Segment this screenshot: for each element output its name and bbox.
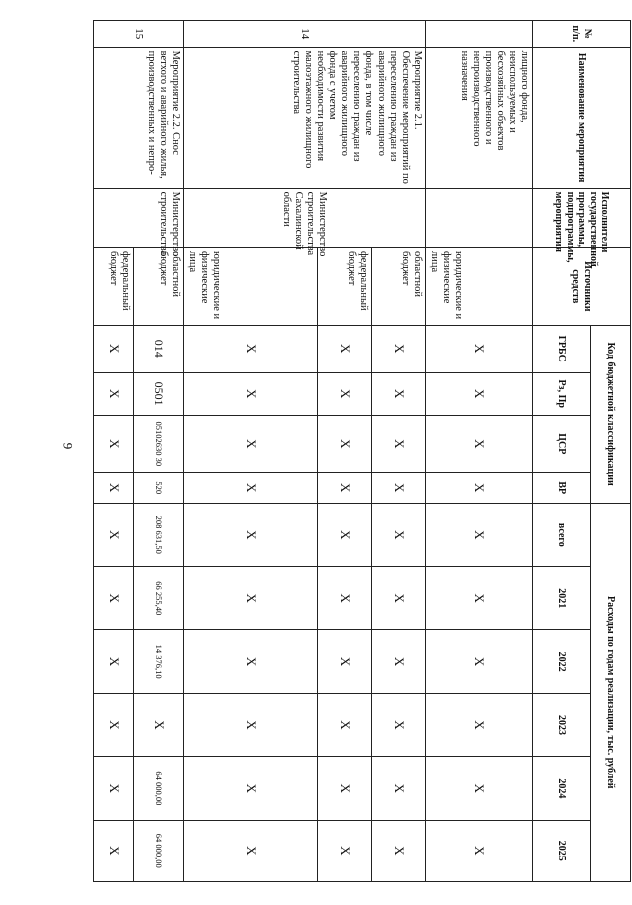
header-grbs: ГРБС <box>533 325 591 372</box>
cell-rzpr: X <box>94 372 134 415</box>
cell-2025: X <box>372 820 426 881</box>
cell-no: 15 <box>94 21 184 48</box>
cell-source: федеральный бюджет <box>318 247 372 325</box>
cell-no: 14 <box>183 21 425 48</box>
table-row <box>372 21 426 882</box>
cell-source: федеральный бюджет <box>94 247 134 325</box>
cell-csr: X <box>183 415 318 472</box>
cell-name: Мероприятие 2.1. Обеспечение мероприятий по переселению граждан из аварийного жилищного фонда, в том числе переселению граждан из аварийного жилищного фонда с учетом необходимости развития малоэтажного жилищного строительства <box>183 47 425 188</box>
header-sources: Источники средств <box>533 247 631 325</box>
cell-2025: X <box>318 820 372 881</box>
cell-2021: X <box>372 567 426 630</box>
header-csr: ЦСР <box>533 415 591 472</box>
cell-2022: X <box>94 630 134 693</box>
cell-grbs: X <box>318 325 372 372</box>
cell-vr: 520 <box>133 472 183 503</box>
header-no: № п/п. <box>533 21 631 48</box>
cell-2022: X <box>183 630 318 693</box>
header-total: всего <box>533 503 591 566</box>
cell-2024: X <box>425 757 532 820</box>
cell-2023: X <box>183 693 318 756</box>
cell-executor: Министерство строительства Сахалинской области <box>183 188 425 247</box>
cell-total: X <box>318 503 372 566</box>
cell-vr: X <box>94 472 134 503</box>
cell-vr: X <box>318 472 372 503</box>
cell-source: областной бюджет <box>133 247 183 325</box>
cell-total: X <box>94 503 134 566</box>
cell-2024: X <box>94 757 134 820</box>
header-vr: ВР <box>533 472 591 503</box>
cell-grbs: 014 <box>133 325 183 372</box>
cell-rzpr: X <box>318 372 372 415</box>
cell-name: лищного фонда, неиспользуемых и бесхозяйных объектов производственного и непроизводственного назначения <box>425 47 532 188</box>
cell-rzpr: X <box>425 372 532 415</box>
cell-2023: X <box>425 693 532 756</box>
cell-2021: X <box>318 567 372 630</box>
cell-no <box>425 21 532 48</box>
table-row <box>133 21 183 882</box>
header-executor: Исполнители государственной программы, подпрограммы, мероприятия <box>533 188 631 247</box>
cell-2025: 64 000,00 <box>133 820 183 881</box>
cell-2022: X <box>425 630 532 693</box>
header-2025: 2025 <box>533 820 591 881</box>
page-number: 9 <box>60 442 76 450</box>
cell-total: 208 631,50 <box>133 503 183 566</box>
header-2023: 2023 <box>533 693 591 756</box>
cell-total: X <box>372 503 426 566</box>
cell-rzpr: 0501 <box>133 372 183 415</box>
cell-2023: X <box>133 693 183 756</box>
cell-2025: X <box>425 820 532 881</box>
cell-csr: X <box>425 415 532 472</box>
cell-csr: X <box>318 415 372 472</box>
cell-csr: X <box>94 415 134 472</box>
cell-2023: X <box>94 693 134 756</box>
header-rzpr: Рз, Пр <box>533 372 591 415</box>
cell-2021: X <box>94 567 134 630</box>
cell-2022: X <box>372 630 426 693</box>
cell-total: X <box>183 503 318 566</box>
cell-2021: X <box>425 567 532 630</box>
cell-source: юридические и физические лица <box>425 247 532 325</box>
rotated-table-wrapper <box>93 20 631 882</box>
cell-csr: 05102630 30 <box>133 415 183 472</box>
header-name: Наименование мероприятия <box>533 47 631 188</box>
header-budget-code: Код бюджетной классификации <box>591 325 631 503</box>
table-header <box>533 21 631 882</box>
cell-2021: 66 255,40 <box>133 567 183 630</box>
cell-executor <box>425 188 532 247</box>
cell-2024: X <box>183 757 318 820</box>
cell-vr: X <box>372 472 426 503</box>
cell-2025: X <box>94 820 134 881</box>
cell-2024: 64 000,00 <box>133 757 183 820</box>
cell-grbs: X <box>425 325 532 372</box>
cell-2023: X <box>372 693 426 756</box>
cell-vr: X <box>425 472 532 503</box>
cell-source: юридические и физические лица <box>183 247 318 325</box>
cell-2024: X <box>372 757 426 820</box>
header-2022: 2022 <box>533 630 591 693</box>
cell-2022: X <box>318 630 372 693</box>
cell-grbs: X <box>183 325 318 372</box>
cell-rzpr: X <box>372 372 426 415</box>
header-expenses: Расходы по годам реализации, тыс. рублей <box>591 503 631 881</box>
cell-2025: X <box>183 820 318 881</box>
cell-2023: X <box>318 693 372 756</box>
header-2021: 2021 <box>533 567 591 630</box>
cell-vr: X <box>183 472 318 503</box>
cell-csr: X <box>372 415 426 472</box>
cell-grbs: X <box>372 325 426 372</box>
cell-2022: 14 376,10 <box>133 630 183 693</box>
cell-total: X <box>425 503 532 566</box>
cell-name: Мероприятие 2.2. Снос ветхого и аварийного жилья, производственных и непро- <box>94 47 184 188</box>
cell-source: областной бюджет <box>372 247 426 325</box>
cell-2021: X <box>183 567 318 630</box>
cell-grbs: X <box>94 325 134 372</box>
cell-rzpr: X <box>183 372 318 415</box>
budget-table <box>93 20 631 882</box>
header-2024: 2024 <box>533 757 591 820</box>
table-row <box>425 21 532 882</box>
cell-executor: Министерство строительства <box>94 188 184 247</box>
cell-2024: X <box>318 757 372 820</box>
